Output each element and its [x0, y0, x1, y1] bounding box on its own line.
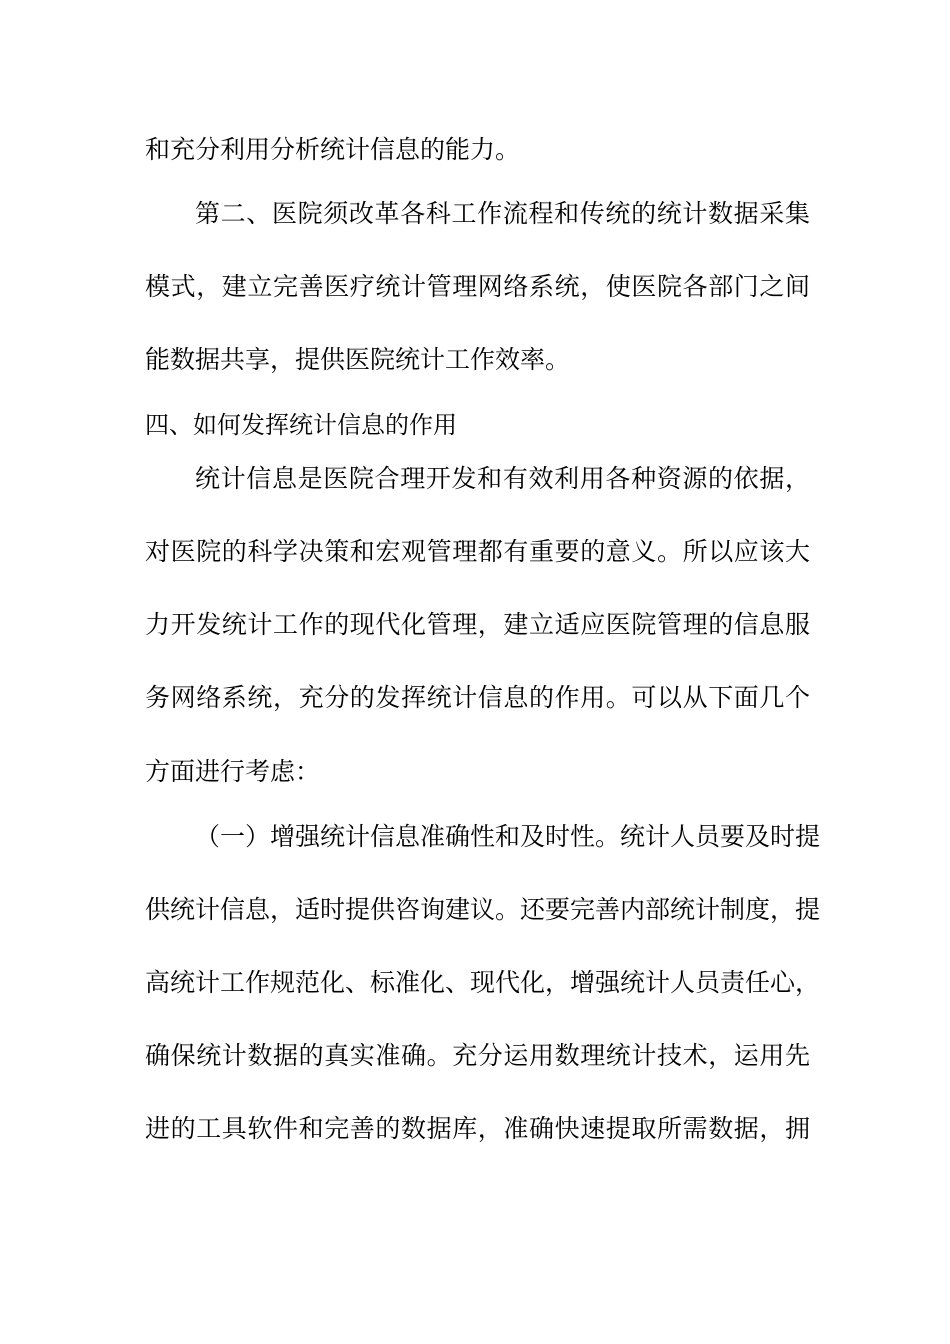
- paragraph-line: 进的工具软件和完善的数据库，准确快速提取所需数据，拥: [145, 1114, 810, 1143]
- paragraph-line: 对医院的科学决策和宏观管理都有重要的意义。所以应该大: [145, 537, 810, 566]
- paragraph-line: 模式，建立完善医疗统计管理网络系统，使医院各部门之间: [145, 272, 810, 301]
- paragraph-line: 能数据共享，提供医院统计工作效率。: [145, 345, 571, 374]
- paragraph-line: （一）增强统计信息准确性和及时性。统计人员要及时提: [195, 822, 821, 851]
- paragraph-line: 力开发统计工作的现代化管理，建立适应医院管理的信息服: [145, 610, 810, 639]
- paragraph-line: 确保统计数据的真实准确。充分运用数理统计技术，运用先: [145, 1041, 810, 1070]
- paragraph-line: 统计信息是医院合理开发和有效利用各种资源的依据，: [195, 464, 810, 493]
- paragraph-line: 方面进行考虑：: [145, 757, 321, 786]
- paragraph-line: 高统计工作规范化、标准化、现代化，增强统计人员责任心，: [145, 968, 821, 997]
- paragraph-line: 第二、医院须改革各科工作流程和传统的统计数据采集: [195, 199, 810, 228]
- section-heading: 四、如何发挥统计信息的作用: [145, 411, 457, 439]
- paragraph-line: 和充分利用分析统计信息的能力。: [145, 135, 521, 164]
- paragraph-line: 务网络系统，充分的发挥统计信息的作用。可以从下面几个: [145, 683, 810, 712]
- paragraph-line: 供统计信息，适时提供咨询建议。还要完善内部统计制度，提: [145, 895, 821, 924]
